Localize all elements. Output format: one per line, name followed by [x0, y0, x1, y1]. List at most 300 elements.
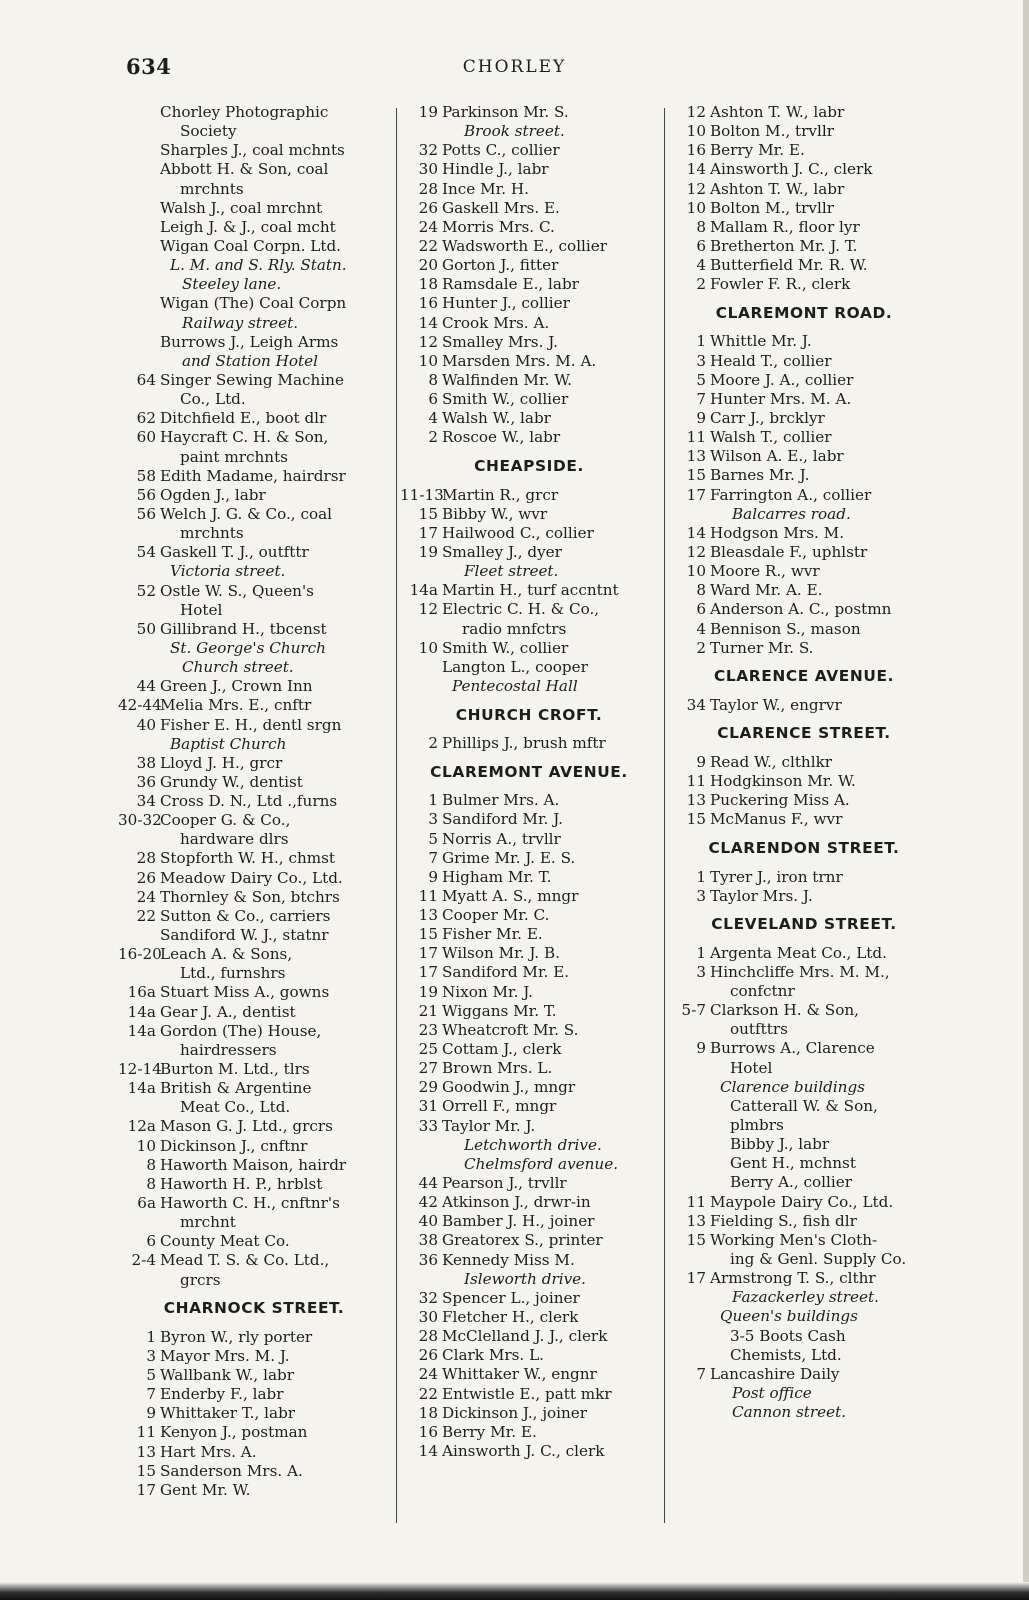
house-number: 28 — [136, 849, 156, 868]
directory-entry — [668, 963, 940, 982]
directory-entry — [118, 1347, 390, 1366]
page-edge — [1023, 0, 1029, 1600]
entry-text: Ditchfield E., boot dlr — [160, 409, 327, 428]
entry-text: Walsh J., coal mrchnt — [160, 198, 323, 217]
directory-entry — [668, 1346, 940, 1365]
entry-text: Fisher E. H., dentl srgn — [160, 715, 342, 734]
house-number: 17 — [686, 1269, 706, 1288]
entry-text: Isleworth drive. — [464, 1269, 586, 1288]
house-number: 11 — [686, 772, 706, 791]
street-name: CLARENCE AVENUE. — [713, 667, 895, 686]
house-number: 20 — [418, 256, 438, 275]
directory-entry — [400, 849, 658, 868]
house-number — [400, 1155, 442, 1174]
directory-entry — [400, 944, 658, 963]
entry-text: Green J., Crown Inn — [160, 677, 313, 696]
house-number: 32 — [418, 1288, 438, 1307]
entry-text: Martin R., grcr — [442, 485, 559, 504]
directory-entry — [668, 275, 940, 294]
house-number: 34 — [686, 695, 706, 714]
directory-entry — [118, 256, 390, 275]
directory-entry — [400, 1174, 658, 1193]
entry-text: Wilson Mr. J. B. — [442, 944, 560, 963]
directory-entry — [668, 141, 940, 160]
entry-text: Hunter Mrs. M. A. — [710, 389, 852, 408]
street-heading — [400, 753, 658, 791]
house-number: 9 — [696, 408, 706, 427]
house-number: 1 — [428, 791, 438, 810]
directory-entry — [400, 1385, 658, 1404]
house-number: 44 — [136, 677, 156, 696]
entry-text: Burrows A., Clarence — [710, 1039, 875, 1058]
entry-text: Gordon (The) House, — [160, 1021, 322, 1040]
entry-text: Wiggans Mr. T. — [442, 1001, 557, 1020]
entry-text: Bennison S., mason — [710, 619, 861, 638]
entry-text: Walsh T., collier — [710, 428, 832, 447]
directory-entry — [118, 1079, 390, 1098]
directory-entry — [118, 773, 390, 792]
entry-text: Taylor Mr. J. — [442, 1116, 536, 1135]
house-number: 17 — [686, 485, 706, 504]
house-number — [118, 735, 160, 754]
entry-text: Dickinson J., joiner — [442, 1403, 588, 1422]
directory-column-1 — [118, 103, 390, 1500]
house-number: 15 — [418, 925, 438, 944]
house-number — [118, 237, 160, 256]
entry-text: Armstrong T. S., clthr — [710, 1269, 876, 1288]
directory-entry — [400, 486, 658, 505]
entry-text: Clark Mrs. L. — [442, 1346, 544, 1365]
house-number: 58 — [136, 466, 156, 485]
entry-text: Sanderson Mrs. A. — [160, 1461, 303, 1480]
house-number — [400, 620, 442, 639]
directory-entry — [400, 1423, 658, 1442]
entry-text: Sandiford Mr. J. — [442, 810, 563, 829]
entry-text: Gorton J., fitter — [442, 256, 559, 275]
house-number: 11 — [418, 886, 438, 905]
house-number — [118, 448, 160, 467]
house-number — [668, 982, 710, 1001]
entry-text: mrchnts — [180, 179, 244, 198]
entry-text: Whittaker T., labr — [160, 1404, 296, 1423]
directory-entry — [118, 1385, 390, 1404]
house-number: 4 — [696, 256, 706, 275]
directory-entry — [668, 486, 940, 505]
entry-text: Ostle W. S., Queen's — [160, 581, 314, 600]
directory-entry — [118, 1060, 390, 1079]
entry-text: Phillips J., brush mftr — [442, 734, 606, 753]
entry-text: Leigh J. & J., coal mcht — [160, 217, 336, 236]
house-number: 44 — [418, 1174, 438, 1193]
entry-text: Bleasdale F., uphlstr — [710, 542, 868, 561]
entry-text: Greatorex S., printer — [442, 1231, 603, 1250]
house-number: 7 — [696, 1364, 706, 1383]
directory-entry — [400, 1231, 658, 1250]
directory-entry — [118, 716, 390, 735]
entry-text: Chorley Photographic — [160, 103, 329, 121]
entry-text: Argenta Meat Co., Ltd. — [710, 943, 887, 962]
house-number — [400, 122, 442, 141]
entry-text: Turner Mr. S. — [710, 638, 814, 657]
directory-entry — [400, 925, 658, 944]
entry-text: Sandiford W. J., statnr — [160, 926, 329, 945]
house-number: 8 — [146, 1174, 156, 1193]
street-heading — [668, 658, 940, 696]
house-number: 13 — [418, 906, 438, 925]
directory-entry — [400, 505, 658, 524]
directory-entry — [118, 237, 390, 256]
directory-entry — [118, 964, 390, 983]
house-number: 1 — [146, 1327, 156, 1346]
entry-text: radio mnfctrs — [462, 619, 567, 638]
directory-entry — [668, 1288, 940, 1307]
entry-text: Grundy W., dentist — [160, 772, 303, 791]
house-number: 6 — [146, 1232, 156, 1251]
directory-entry — [400, 906, 658, 925]
directory-entry — [400, 677, 658, 696]
entry-text: Berry Mr. E. — [442, 1422, 537, 1441]
directory-entry — [118, 1462, 390, 1481]
directory-entry — [668, 562, 940, 581]
entry-text: Kennedy Miss M. — [442, 1250, 575, 1269]
entry-text: Whittle Mr. J. — [710, 332, 812, 351]
house-number — [118, 964, 160, 983]
directory-entry — [400, 1212, 658, 1231]
house-number — [668, 1059, 710, 1078]
directory-entry — [400, 734, 658, 753]
house-number: 8 — [146, 1155, 156, 1174]
house-number — [668, 1154, 710, 1173]
entry-text: Lloyd J. H., grcr — [160, 753, 283, 772]
directory-entry — [118, 448, 390, 467]
house-number: 8 — [428, 370, 438, 389]
entry-text: Bulmer Mrs. A. — [442, 791, 560, 810]
street-name: CLARENCE STREET. — [717, 724, 891, 743]
entry-text: outfttrs — [730, 1020, 788, 1039]
directory-entry — [400, 1404, 658, 1423]
house-number: 26 — [136, 868, 156, 887]
directory-entry — [118, 1117, 390, 1136]
entry-text: Carr J., brcklyr — [710, 408, 825, 427]
entry-text: Victoria street. — [170, 562, 286, 581]
entry-text: Sandiford Mr. E. — [442, 963, 570, 982]
directory-entry — [668, 1039, 940, 1058]
directory-entry — [118, 1251, 390, 1270]
entry-text: Ince Mr. H. — [442, 179, 529, 198]
entry-text: Chemists, Ltd. — [730, 1345, 842, 1364]
street-name: CHURCH CROFT. — [455, 705, 603, 724]
house-number: 14 — [686, 523, 706, 542]
house-number: 8 — [696, 581, 706, 600]
directory-entry — [118, 505, 390, 524]
entry-text: Hotel — [730, 1058, 773, 1077]
entry-text: Meadow Dairy Co., Ltd. — [160, 868, 343, 887]
directory-entry — [118, 122, 390, 141]
house-number: 5 — [428, 829, 438, 848]
directory-entry — [400, 983, 658, 1002]
house-number: 16 — [418, 1422, 438, 1441]
house-number — [118, 160, 160, 179]
directory-entry — [668, 868, 940, 887]
directory-entry — [400, 658, 658, 677]
street-name: CLARENDON STREET. — [708, 838, 900, 857]
directory-entry — [668, 639, 940, 658]
directory-entry — [118, 160, 390, 179]
entry-text: Welch J. G. & Co., coal — [160, 504, 333, 523]
directory-entry — [400, 180, 658, 199]
house-number: 17 — [136, 1480, 156, 1499]
entry-text: Whittaker W., engnr — [442, 1365, 597, 1384]
directory-entry — [400, 1002, 658, 1021]
entry-text: Stopforth W. H., chmst — [160, 849, 336, 868]
directory-entry — [118, 314, 390, 333]
directory-entry — [668, 524, 940, 543]
entry-text: Tyrer J., iron trnr — [710, 867, 843, 886]
house-number: 11 — [136, 1423, 156, 1442]
column-divider — [396, 108, 397, 1523]
house-number: 40 — [418, 1212, 438, 1231]
entry-text: Martin H., turf accntnt — [442, 581, 619, 600]
directory-entry — [118, 983, 390, 1002]
directory-column-3 — [668, 103, 940, 1422]
entry-text: Melia Mrs. E., cnftr — [160, 696, 312, 715]
house-number: 26 — [418, 1346, 438, 1365]
directory-entry — [400, 1270, 658, 1289]
entry-text: Wheatcroft Mr. S. — [442, 1020, 579, 1039]
directory-entry — [400, 314, 658, 333]
house-number: 9 — [696, 752, 706, 771]
house-number: 56 — [136, 485, 156, 504]
house-number — [118, 1098, 160, 1117]
street-name: CHARNOCK STREET. — [163, 1299, 345, 1318]
directory-entry — [118, 1041, 390, 1060]
directory-entry — [668, 772, 940, 791]
street-heading — [668, 294, 940, 332]
house-number: 25 — [418, 1040, 438, 1059]
directory-entry — [668, 428, 940, 447]
entry-text: hairdressers — [180, 1040, 277, 1059]
entry-text: Grime Mr. J. E. S. — [442, 848, 576, 867]
directory-entry — [400, 1021, 658, 1040]
directory-entry — [118, 141, 390, 160]
house-number: 36 — [418, 1250, 438, 1269]
directory-entry — [400, 141, 658, 160]
street-heading — [400, 448, 658, 486]
house-number: 21 — [418, 1001, 438, 1020]
directory-entry — [668, 1327, 940, 1346]
entry-text: Cannon street. — [732, 1403, 847, 1422]
entry-text: L. M. and S. Rly. Statn. — [170, 256, 347, 275]
house-number: 14a — [127, 1002, 156, 1021]
entry-text: Walfinden Mr. W. — [442, 370, 573, 389]
entry-text: mrchnt — [180, 1213, 236, 1232]
directory-entry — [668, 1231, 940, 1250]
entry-text: Heald T., collier — [710, 351, 832, 370]
entry-text: 3-5 Boots Cash — [730, 1326, 846, 1345]
house-number: 6 — [696, 600, 706, 619]
directory-entry — [118, 849, 390, 868]
directory-entry — [118, 869, 390, 888]
entry-text: Moore R., wvr — [710, 562, 820, 581]
directory-entry — [118, 1423, 390, 1442]
entry-text: Church street. — [182, 658, 294, 677]
entry-text: Wallbank W., labr — [160, 1366, 294, 1384]
directory-entry — [668, 581, 940, 600]
directory-entry — [118, 1098, 390, 1117]
house-number — [668, 1097, 710, 1116]
entry-text: Gillibrand H., tbcenst — [160, 619, 327, 638]
house-number: 30-32 — [118, 811, 162, 830]
directory-entry — [400, 294, 658, 313]
house-number: 10 — [136, 1136, 156, 1155]
street-heading — [668, 715, 940, 753]
house-number: 19 — [418, 542, 438, 561]
house-number: 17 — [418, 944, 438, 963]
directory-entry — [668, 1173, 940, 1192]
house-number: 27 — [418, 1059, 438, 1078]
house-number: 13 — [686, 447, 706, 466]
directory-entry — [400, 581, 658, 600]
entry-text: Smith W., collier — [442, 638, 569, 657]
directory-entry — [668, 352, 940, 371]
house-number — [118, 562, 160, 581]
directory-entry — [668, 1116, 940, 1135]
house-number — [118, 275, 160, 294]
directory-entry — [118, 352, 390, 371]
house-number — [118, 333, 160, 352]
entry-text: Burton M. Ltd., tlrs — [160, 1060, 310, 1079]
house-number — [118, 122, 160, 141]
directory-entry — [118, 543, 390, 562]
directory-entry — [400, 333, 658, 352]
entry-text: St. George's Church — [170, 638, 326, 657]
entry-text: Gear J. A., dentist — [160, 1002, 296, 1021]
entry-text: Dickinson J., cnftnr — [160, 1136, 308, 1155]
house-number: 5 — [146, 1366, 156, 1384]
directory-entry — [400, 1136, 658, 1155]
directory-entry — [118, 1271, 390, 1290]
entry-text: Mason G. J. Ltd., grcrs — [160, 1117, 333, 1136]
directory-entry — [400, 1078, 658, 1097]
entry-text: Bibby W., wvr — [442, 504, 548, 523]
street-name: CHEAPSIDE. — [474, 456, 584, 475]
directory-entry — [668, 103, 940, 122]
house-number — [668, 1384, 710, 1403]
house-number: 15 — [686, 810, 706, 829]
house-number: 24 — [136, 887, 156, 906]
directory-entry — [668, 1269, 940, 1288]
entry-text: Langton L., cooper — [442, 657, 588, 676]
entry-text: Parkinson Mr. S. — [442, 103, 569, 121]
entry-text: Hinchcliffe Mrs. M. M., — [710, 962, 890, 981]
house-number: 18 — [418, 1403, 438, 1422]
directory-entry — [118, 888, 390, 907]
house-number — [668, 1135, 710, 1154]
house-number — [118, 1271, 160, 1290]
house-number: 15 — [686, 1230, 706, 1249]
directory-entry — [400, 256, 658, 275]
house-number: 14a — [409, 581, 438, 600]
directory-entry — [118, 390, 390, 409]
entry-text: Ainsworth J. C., clerk — [442, 1442, 605, 1460]
house-number — [400, 677, 442, 696]
entry-text: Read W., clthlkr — [710, 752, 833, 771]
house-number — [118, 256, 160, 275]
entry-text: Walsh W., labr — [442, 409, 551, 428]
house-number — [400, 1136, 442, 1155]
house-number: 52 — [136, 581, 156, 600]
entry-text: Roscoe W., labr — [442, 428, 561, 447]
entry-text: hardware dlrs — [180, 830, 289, 849]
directory-entry — [668, 543, 940, 562]
entry-text: Working Men's Cloth- — [710, 1230, 878, 1249]
house-number: 13 — [686, 791, 706, 810]
page-title: CHORLEY — [462, 57, 567, 77]
directory-entry — [400, 639, 658, 658]
directory-entry — [118, 562, 390, 581]
directory-entry — [400, 275, 658, 294]
house-number: 2 — [428, 734, 438, 753]
house-number: 12 — [418, 332, 438, 351]
entry-text: Co., Ltd. — [180, 390, 246, 409]
house-number: 9 — [146, 1404, 156, 1423]
house-number: 1 — [696, 943, 706, 962]
house-number: 17 — [418, 523, 438, 542]
entry-text: Haworth Maison, hairdr — [160, 1155, 347, 1174]
house-number: 22 — [418, 1384, 438, 1403]
entry-text: Edith Madame, hairdrsr — [160, 466, 346, 485]
entry-text: Kenyon J., postman — [160, 1423, 308, 1442]
house-number — [118, 218, 160, 237]
directory-entry — [400, 868, 658, 887]
directory-entry — [668, 982, 940, 1001]
house-number: 9 — [696, 1039, 706, 1058]
house-number: 6a — [137, 1194, 156, 1213]
street-heading — [668, 906, 940, 944]
entry-text: Cooper G. & Co., — [160, 811, 291, 830]
directory-entry — [118, 428, 390, 447]
directory-entry — [118, 180, 390, 199]
house-number: 12a — [127, 1117, 156, 1136]
house-number — [118, 639, 160, 658]
house-number: 4 — [696, 619, 706, 638]
entry-text: confctnr — [730, 982, 795, 1001]
house-number: 12-14 — [118, 1060, 162, 1079]
directory-entry — [118, 1003, 390, 1022]
entry-text: Brook street. — [464, 122, 565, 141]
entry-text: Cross D. N., Ltd .,furns — [160, 792, 338, 811]
entry-text: County Meat Co. — [160, 1232, 290, 1251]
directory-entry — [400, 1442, 658, 1461]
entry-text: Clarence buildings — [720, 1077, 865, 1096]
house-number: 19 — [418, 982, 438, 1001]
entry-text: Mead T. S. & Co. Ltd., — [160, 1251, 330, 1270]
entry-text: Goodwin J., mngr — [442, 1078, 576, 1097]
house-number — [118, 1041, 160, 1060]
entry-text: Farrington A., collier — [710, 485, 872, 504]
house-number — [118, 352, 160, 371]
entry-text: Fisher Mr. E. — [442, 925, 543, 944]
street-heading — [118, 1290, 390, 1328]
entry-text: Taylor Mrs. J. — [710, 886, 813, 905]
house-number: 14a — [127, 1021, 156, 1040]
entry-text: Taylor W., engrvr — [710, 695, 842, 714]
directory-entry — [400, 409, 658, 428]
entry-text: Electric C. H. & Co., — [442, 600, 600, 619]
directory-entry — [118, 696, 390, 715]
directory-entry — [400, 428, 658, 447]
directory-entry — [668, 1307, 940, 1326]
